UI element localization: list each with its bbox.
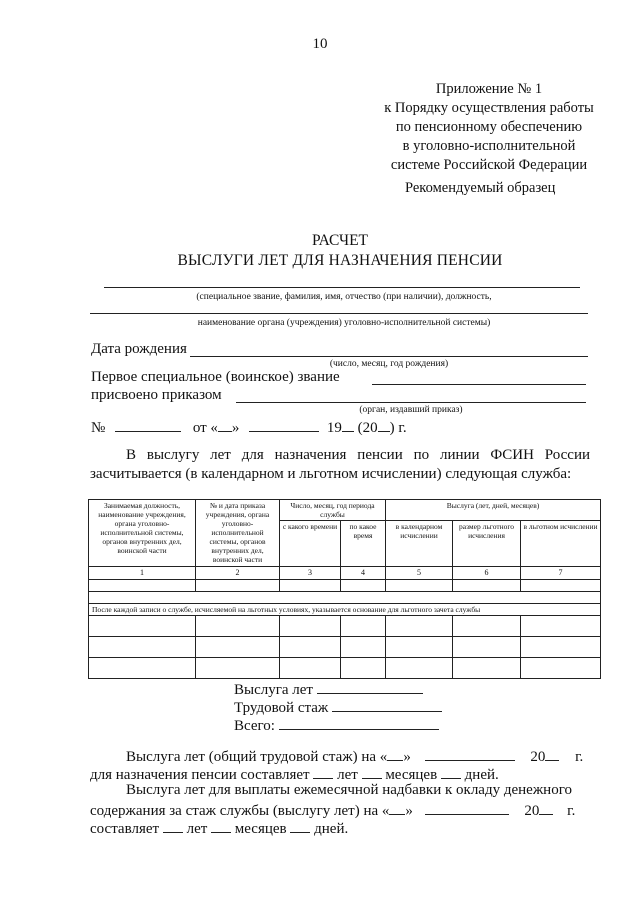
column-number-row [89, 567, 601, 580]
work-experience-label: Трудовой стаж [234, 700, 329, 716]
title-line-1: РАСЧЕТ [311, 232, 369, 249]
table-cell[interactable] [196, 658, 280, 679]
order-year-20-field[interactable] [378, 417, 390, 432]
appendix-line: системе Российской Федерации [390, 157, 588, 173]
table-cell[interactable] [89, 637, 196, 658]
intro-line-1: В выслугу лет для назначения пенсии по линии ФСИН России [126, 447, 590, 463]
order-year-19-field[interactable] [342, 417, 354, 432]
summary-work-experience [234, 697, 442, 717]
table-cell[interactable] [196, 616, 280, 637]
summary-seniority [234, 679, 423, 699]
seniority-label: Выслуга лет [234, 682, 313, 698]
column-number: 5 [386, 567, 453, 580]
table-cell[interactable] [280, 658, 341, 679]
p2-days-label: дней. [314, 821, 349, 837]
p1-line-2 [90, 764, 499, 784]
quote-close: » [231, 420, 240, 436]
header-period-from: с какого времени [280, 521, 341, 567]
organ-line[interactable] [90, 313, 588, 314]
p2-year-prefix: 20 [524, 803, 540, 819]
table-row[interactable] [89, 637, 601, 658]
p2-year-suffix: г. [567, 803, 576, 819]
table-cell[interactable] [521, 616, 601, 637]
column-number: 1 [89, 567, 196, 580]
p2-year-field[interactable] [539, 800, 553, 815]
summary-total [234, 715, 439, 735]
table-cell[interactable] [521, 580, 601, 592]
appendix-line: Приложение № 1 [435, 81, 543, 97]
p2-line-3 [90, 818, 348, 838]
order-issuer-caption: (орган, издавший приказ) [359, 405, 463, 415]
column-number: 2 [196, 567, 280, 580]
p1-days-field[interactable] [441, 764, 461, 779]
header-seniority: Выслуга (лет, дней, месяцев) [386, 500, 601, 521]
p1-text-2: для назначения пенсии составляет [90, 767, 310, 783]
p2-quote-close: » [405, 803, 413, 819]
table-cell[interactable] [280, 637, 341, 658]
table-cell[interactable] [280, 616, 341, 637]
birth-label: Дата рождения [91, 341, 187, 357]
service-table [88, 499, 601, 679]
year-suffix: ) г. [389, 420, 407, 436]
table-row[interactable] [89, 658, 601, 679]
table-cell[interactable] [453, 658, 521, 679]
p2-months-label: месяцев [234, 821, 287, 837]
birth-caption: (число, месяц, год рождения) [329, 359, 449, 369]
table-cell[interactable] [341, 616, 386, 637]
order-month-field[interactable] [249, 417, 319, 432]
table-cell[interactable] [386, 637, 453, 658]
table-cell[interactable] [89, 658, 196, 679]
year-prefix: 19 [326, 420, 342, 436]
table-cell[interactable] [386, 580, 453, 592]
rank-label: Первое специальное (воинское) звание [91, 369, 340, 385]
p1-quote-close: » [403, 749, 411, 765]
seniority-field[interactable] [317, 679, 423, 694]
p1-line-1 [126, 746, 583, 766]
number-label: № [91, 420, 106, 436]
p2-text: содержания за стаж службы (выслугу лет) на « [90, 803, 390, 819]
p1-months-label: месяцев [385, 767, 438, 783]
column-number: 7 [521, 567, 601, 580]
total-field[interactable] [279, 715, 439, 730]
table-cell[interactable] [386, 616, 453, 637]
p1-year-field[interactable] [545, 746, 559, 761]
table-cell[interactable] [280, 580, 341, 592]
header-row [89, 500, 601, 521]
p2-day-field[interactable] [389, 800, 405, 815]
table-cell[interactable] [453, 637, 521, 658]
header-preferential-size: размер льготного исчисления [453, 521, 521, 567]
table-cell[interactable] [521, 637, 601, 658]
person-line[interactable] [104, 287, 580, 288]
from-label: от « [192, 420, 218, 436]
assigned-label: присвоено приказом [91, 387, 222, 403]
p2-days-field[interactable] [290, 818, 310, 833]
title-line-2: ВЫСЛУГИ ЛЕТ ДЛЯ НАЗНАЧЕНИЯ ПЕНСИИ [177, 252, 503, 269]
table-row[interactable] [89, 592, 601, 604]
appendix-header [356, 80, 622, 175]
p1-days-label: дней. [464, 767, 499, 783]
table-cell[interactable] [196, 637, 280, 658]
p1-years-label: лет [337, 767, 358, 783]
appendix-line: по пенсионному обеспечению [395, 119, 583, 135]
order-day-field[interactable] [218, 417, 232, 432]
table-row[interactable] [89, 616, 601, 637]
order-number-field[interactable] [115, 417, 181, 432]
header-period: Число, месяц, год периода службы [280, 500, 386, 521]
header-period-to: по какое время [341, 521, 386, 567]
p2-years-field[interactable] [163, 818, 183, 833]
p2-line-1: Выслуга лет для выплаты ежемесячной надбавки к окладу денежного [126, 782, 572, 798]
page-number: 10 [312, 36, 328, 52]
table-row[interactable] [89, 580, 601, 592]
birth-date-line[interactable] [190, 356, 588, 357]
header-calendar: в календарном исчислении [386, 521, 453, 567]
p2-years-label: лет [186, 821, 208, 837]
p1-years-field[interactable] [313, 764, 333, 779]
p1-day-field[interactable] [387, 746, 403, 761]
p1-year-suffix: г. [575, 749, 584, 765]
p2-line-2 [90, 800, 575, 820]
recommended-sample: Рекомендуемый образец [405, 180, 556, 196]
note-row [89, 604, 601, 616]
p1-months-field[interactable] [362, 764, 382, 779]
organ-caption: наименование органа (учреждения) уголовно-исполнительной системы) [197, 318, 491, 328]
intro-line-2: засчитывается (в календарном и льготном исчислении) следующая служба: [90, 466, 572, 482]
p2-months-field[interactable] [211, 818, 231, 833]
p2-text-3: составляет [90, 821, 160, 837]
work-experience-field[interactable] [332, 697, 442, 712]
table-cell[interactable] [453, 616, 521, 637]
person-caption: (специальное звание, фамилия, имя, отчество (при наличии), должность, [196, 292, 492, 302]
table-cell[interactable] [453, 580, 521, 592]
table-cell[interactable] [521, 658, 601, 679]
header-preferential: в льготном исчислении [521, 521, 601, 567]
header-position: Занимаемая должность, наименование учреждения, органа уголовно-исполнительной системы, органов внутренних дел, воинской части [89, 500, 196, 567]
header-order: № и дата приказа учреждения, органа уголовно-исполнительной системы, органов внутренних дел, воинской части [196, 500, 280, 567]
assigned-line[interactable] [236, 402, 586, 403]
p1-text: Выслуга лет (общий трудовой стаж) на « [126, 749, 388, 765]
appendix-line: в уголовно-исполнительной [402, 138, 576, 154]
column-number: 4 [341, 567, 386, 580]
year-paren-open: (20 [357, 420, 378, 436]
table-cell[interactable] [341, 637, 386, 658]
table-cell[interactable] [89, 616, 196, 637]
table-cell[interactable] [386, 658, 453, 679]
p2-month-field[interactable] [425, 800, 509, 815]
p1-month-field[interactable] [425, 746, 515, 761]
table-cell[interactable] [89, 592, 601, 604]
p1-year-prefix: 20 [530, 749, 546, 765]
appendix-line: к Порядку осуществления работы [384, 100, 594, 116]
column-number: 3 [280, 567, 341, 580]
table-cell[interactable] [196, 580, 280, 592]
table-cell[interactable] [341, 580, 386, 592]
table-cell[interactable] [89, 580, 196, 592]
table-note: После каждой записи о службе, исчисляемой на льготных условиях, указывается основание для льготного зачета службы [89, 604, 601, 616]
table-cell[interactable] [341, 658, 386, 679]
total-label: Всего: [234, 718, 275, 734]
rank-line[interactable] [372, 384, 586, 385]
order-number-row [91, 417, 407, 437]
column-number: 6 [453, 567, 521, 580]
